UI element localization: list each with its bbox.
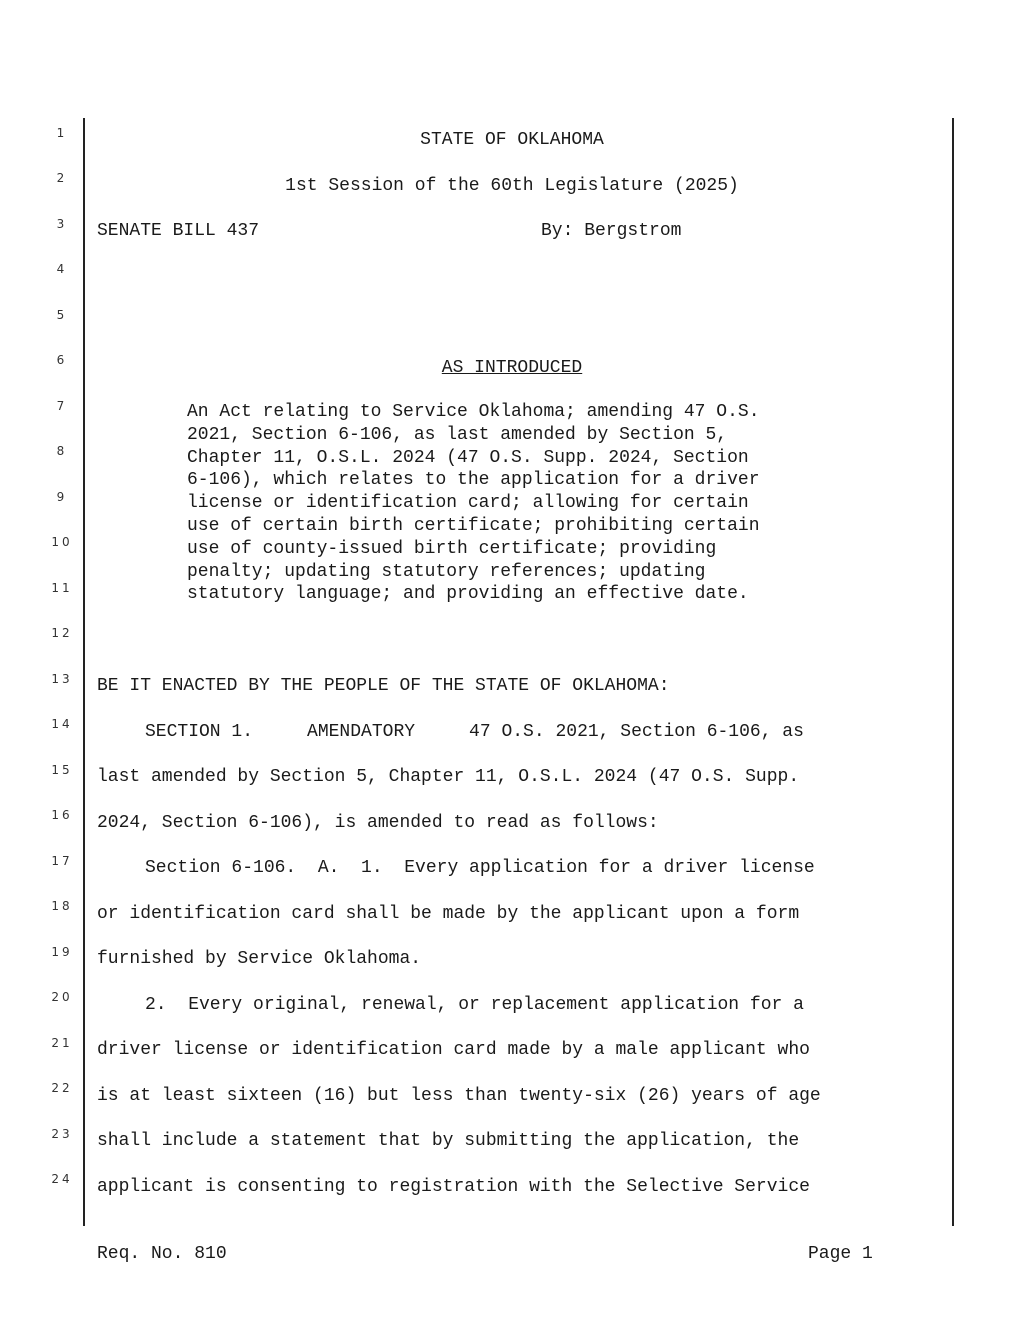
title-line: Chapter 11, O.S.L. 2024 (47 O.S. Supp. 2024, Section (187, 447, 749, 468)
line-number: 11 (51, 581, 73, 595)
bill-author: By: Bergstrom (541, 221, 682, 241)
line-number: 14 (51, 717, 73, 731)
line-number: 21 (51, 1036, 73, 1050)
body-line: furnished by Service Oklahoma. (97, 949, 422, 969)
line-number: 23 (51, 1127, 73, 1141)
title-line: use of certain birth certificate; prohibiting certain (187, 515, 760, 536)
page-number: Page 1 (808, 1244, 873, 1264)
line-number: 10 (51, 535, 73, 549)
line-number: 15 (51, 763, 73, 777)
title-line: license or identification card; allowing for certain (187, 493, 749, 514)
body-line: driver license or identification card made by a male applicant who (97, 1040, 810, 1060)
right-margin-rule (952, 118, 954, 1226)
body-line: SECTION 1. AMENDATORY 47 O.S. 2021, Section 6-106, as (145, 722, 804, 742)
body-line: 2024, Section 6-106), is amended to read as follows: (97, 813, 659, 833)
title-line: statutory language; and providing an effective date. (187, 584, 749, 605)
title-line: 6-106), which relates to the application for a driver (187, 470, 760, 491)
body-line: applicant is consenting to registration with the Selective Service (97, 1177, 810, 1197)
line-number: 3 (56, 217, 68, 231)
line-number: 16 (51, 808, 73, 822)
status-heading: AS INTRODUCED (441, 358, 583, 378)
line-number: 22 (51, 1081, 73, 1095)
line-number: 8 (56, 444, 68, 458)
line-number: 18 (51, 899, 73, 913)
state-heading: STATE OF OKLAHOMA (420, 130, 604, 150)
line-number: 4 (56, 262, 68, 276)
line-number: 2 (56, 171, 68, 185)
body-line: is at least sixteen (16) but less than twenty-six (26) years of age (97, 1086, 821, 1106)
bill-number: SENATE BILL 437 (97, 221, 260, 241)
body-line: last amended by Section 5, Chapter 11, O.S.L. 2024 (47 O.S. Supp. (97, 767, 800, 787)
line-number: 5 (56, 308, 68, 322)
line-number: 17 (51, 854, 73, 868)
body-line: 2. Every original, renewal, or replacement application for a (145, 995, 804, 1015)
line-number: 24 (51, 1172, 73, 1186)
body-line: or identification card shall be made by the applicant upon a form (97, 904, 800, 924)
line-number: 6 (56, 353, 68, 367)
body-line: shall include a statement that by submitting the application, the (97, 1131, 800, 1151)
title-line: use of county-issued birth certificate; providing (187, 538, 717, 559)
session-heading: 1st Session of the 60th Legislature (2025) (285, 176, 739, 196)
title-line: An Act relating to Service Oklahoma; amending 47 O.S. (187, 402, 760, 422)
line-number: 7 (56, 399, 68, 413)
act-title (187, 401, 887, 606)
body-line: Section 6-106. A. 1. Every application for a driver license (145, 858, 815, 878)
title-line: 2021, Section 6-106, as last amended by Section 5, (187, 424, 728, 445)
line-number: 1 (56, 126, 68, 140)
line-number: 20 (51, 990, 73, 1004)
line-number: 13 (51, 672, 73, 686)
request-number: Req. No. 810 (97, 1244, 227, 1264)
line-number: 12 (51, 626, 73, 640)
line-number: 9 (56, 490, 68, 504)
line-number: 19 (51, 945, 73, 959)
enacting-clause: BE IT ENACTED BY THE PEOPLE OF THE STATE OF OKLAHOMA: (97, 676, 670, 696)
title-line: penalty; updating statutory references; updating (187, 561, 706, 582)
